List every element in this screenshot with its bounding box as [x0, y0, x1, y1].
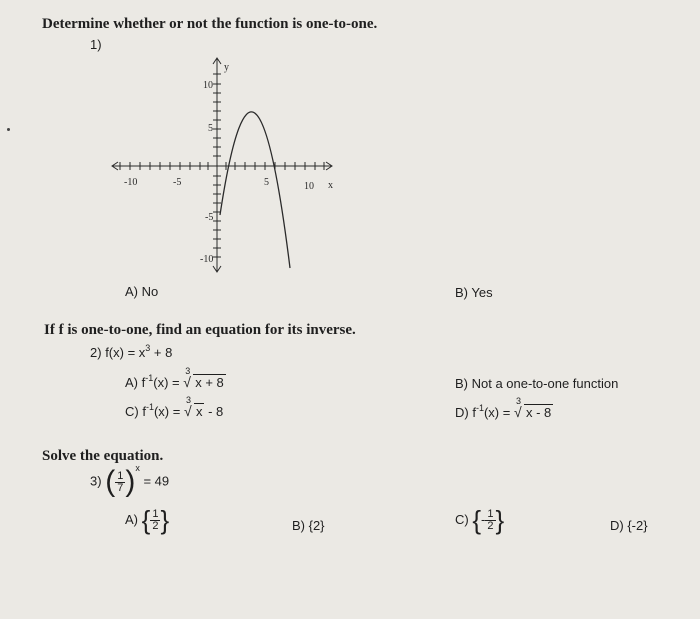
question2-number: 2): [90, 345, 102, 360]
answer3-a-label: A): [125, 511, 138, 527]
function-graph: [100, 50, 350, 275]
question2-function-prefix: f(x) = x: [105, 345, 146, 360]
answer2-b[interactable]: B) Not a one-to-one function: [455, 376, 619, 391]
answer1-b[interactable]: B) Yes: [455, 285, 493, 300]
question3-exponent: x: [135, 463, 140, 474]
radical-icon: √: [183, 374, 191, 390]
radical-icon: √: [183, 403, 192, 419]
answer2-c-prefix: C) f: [125, 404, 146, 419]
y-tick-label-neg5: -5: [205, 212, 214, 223]
question1-number: 1): [90, 37, 102, 52]
answer2-d[interactable]: [455, 396, 553, 420]
section2-heading: If f is one-to-one, find an equation for its inverse.: [44, 322, 356, 338]
question3-rhs: = 49: [143, 473, 170, 489]
answer1-a[interactable]: A) No: [125, 284, 159, 299]
answer3-b[interactable]: B) {2}: [292, 518, 325, 533]
answer2-d-mid: (x) =: [483, 405, 514, 420]
right-paren-icon: ): [125, 465, 136, 498]
answer2-a-mid: (x) =: [153, 375, 184, 390]
answer2-c-cube-root: 3 √ x: [183, 395, 203, 419]
answer2-d-cube-root: 3 √ x - 8: [513, 396, 552, 420]
y-tick-label-10: 10: [203, 80, 213, 91]
parabola-curve: [220, 112, 290, 268]
question2: [90, 345, 172, 360]
section3-heading: Solve the equation.: [42, 448, 164, 464]
x-tick-label-5: 5: [264, 177, 269, 188]
answer2-c-suffix: - 8: [204, 404, 224, 419]
answer3-c-label: C): [455, 511, 469, 527]
answer3-a-fraction: $\frac{1}{2}$: [152, 508, 159, 532]
answer2-c-exp: -1: [145, 402, 154, 412]
x-tick-label-10: 10: [304, 181, 314, 192]
answer3-c-fraction: $\frac{1}{2}$: [487, 508, 494, 532]
answer3-d[interactable]: D) {-2}: [610, 518, 648, 533]
right-brace-icon: }: [495, 505, 505, 535]
answer2-a-prefix: A) f: [125, 375, 146, 390]
answer3-a[interactable]: [125, 505, 169, 536]
stray-mark: [7, 128, 10, 131]
answer2-d-exp: -1: [475, 403, 484, 413]
left-brace-icon: {: [472, 505, 482, 535]
radical-icon: √: [513, 404, 522, 420]
question3-base-fraction: $\frac{1}{7}$: [117, 469, 124, 494]
question2-function-exp: 3: [145, 343, 151, 353]
question3: [90, 465, 169, 499]
answer2-a-exp: -1: [145, 373, 154, 383]
x-tick-label-neg5: -5: [173, 177, 182, 188]
left-brace-icon: {: [141, 505, 151, 535]
question3-number: 3): [90, 473, 102, 489]
answer2-c[interactable]: [125, 395, 224, 419]
right-brace-icon: }: [160, 505, 170, 535]
question2-function-suffix: + 8: [150, 345, 173, 360]
y-tick-label-neg10: -10: [200, 254, 214, 265]
left-paren-icon: (: [105, 465, 116, 498]
x-axis-label: x: [328, 180, 333, 191]
section1-heading: Determine whether or not the function is one-to-one.: [42, 16, 378, 32]
answer2-d-prefix: D) f: [455, 405, 476, 420]
y-tick-label-5: 5: [208, 123, 213, 134]
answer2-a-cube-root: 3 √ x + 8: [183, 366, 224, 390]
y-axis-label: y: [224, 62, 229, 73]
answer2-c-mid: (x) =: [153, 404, 184, 419]
answer3-c-sign: -: [481, 511, 486, 527]
answer2-a[interactable]: [125, 366, 226, 390]
x-tick-label-neg10: -10: [124, 177, 138, 188]
answer3-c[interactable]: [455, 505, 504, 536]
